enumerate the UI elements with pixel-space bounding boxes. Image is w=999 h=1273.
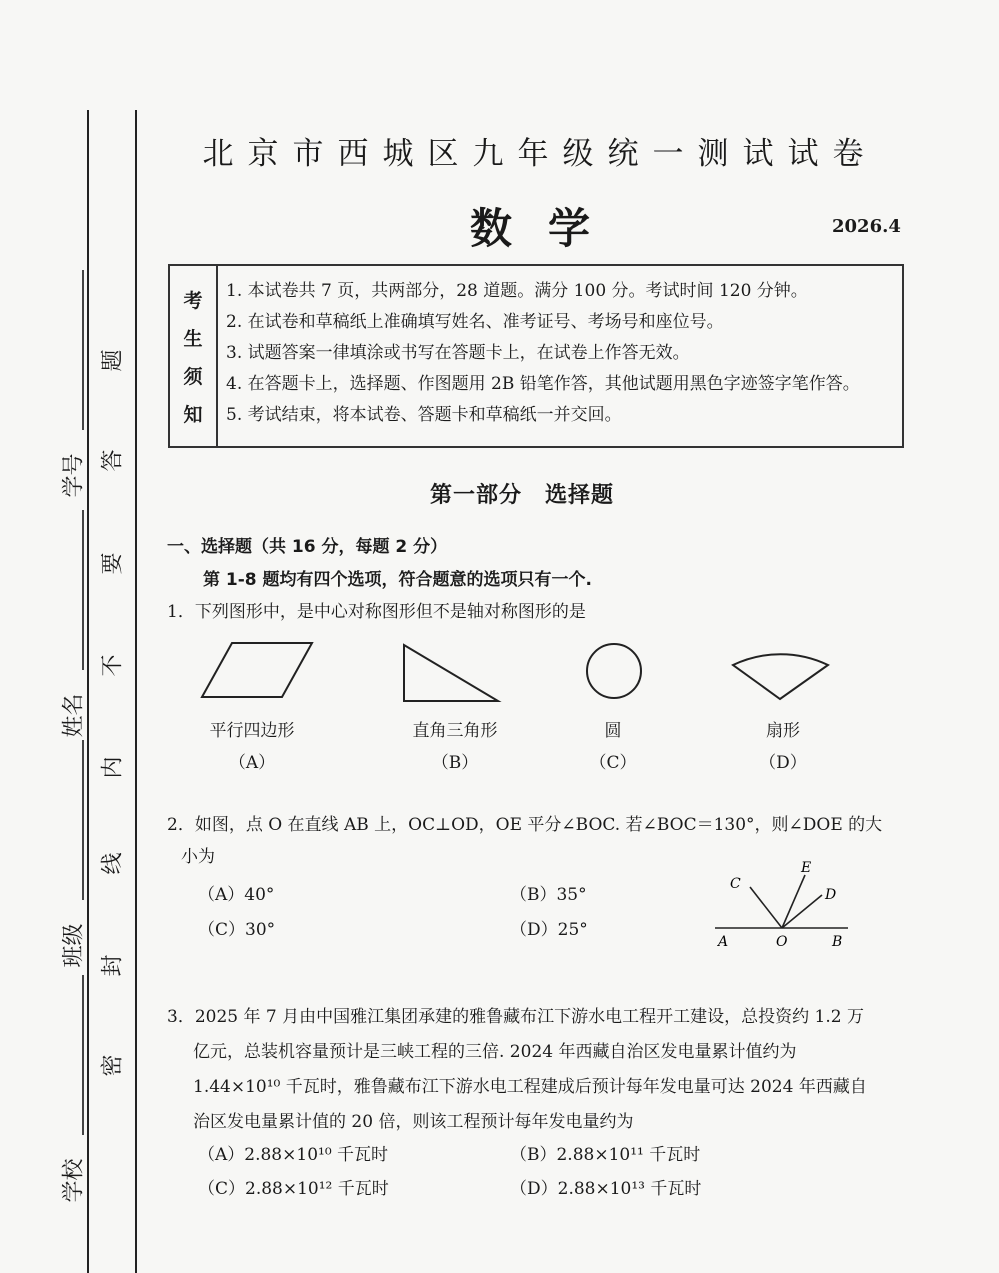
label-e: E: [801, 860, 812, 876]
q3-option-d: （D）2.88×10¹³ 千瓦时: [510, 1179, 702, 1199]
notice-heading: [170, 266, 218, 446]
parallelogram-figure: [202, 643, 312, 697]
q2-option-d: （D）25°: [510, 920, 588, 940]
class-label: 班级: [61, 923, 87, 968]
ray-oe: [782, 875, 805, 928]
q1-option-b-name: 直角三角形: [412, 721, 498, 741]
notice-item: 3. 试题答案一律填涂或书写在答题卡上，在试卷上作答无效。: [226, 343, 690, 363]
fill-line-3: [82, 740, 84, 900]
circle-figure: [587, 644, 641, 698]
fill-line-2: [82, 510, 84, 670]
q3-line: 治区发电量累计值的 20 倍，则该工程预计每年发电量约为: [193, 1112, 634, 1132]
ray-od: [782, 895, 822, 928]
seal-char-5: 内: [100, 756, 126, 779]
label-d: D: [825, 887, 837, 903]
notice-list: [226, 276, 860, 431]
notice-item: 1. 本试卷共 7 页，共两部分，28 道题。满分 100 分。考试时间 120 分钟。: [226, 281, 808, 301]
label-b: B: [832, 934, 843, 950]
notice-box: [168, 264, 904, 448]
binding-line-outer: [87, 110, 89, 1273]
q1-option-d-letter: （D）: [759, 753, 807, 773]
q3-option-b: （B）2.88×10¹¹ 千瓦时: [510, 1145, 701, 1165]
notice-heading-char: 须: [183, 366, 203, 388]
part-title: 第一部分 选择题: [430, 483, 615, 508]
q2-option-b: （B）35°: [510, 885, 587, 905]
seal-char-3: 要: [100, 552, 126, 575]
q2-stem-line2: 小为: [181, 847, 215, 867]
q2-option-c: （C）30°: [198, 920, 276, 940]
subject-title: 数学: [470, 204, 627, 253]
fill-line-1: [82, 270, 84, 430]
seal-char-4: 不: [100, 654, 126, 677]
student-id-label: 学号: [61, 453, 87, 498]
right-triangle-figure: [404, 645, 498, 701]
q1-option-c-letter: （C）: [589, 753, 637, 773]
q3-stem: [167, 1000, 907, 1140]
q2-figure: [710, 855, 860, 955]
notice-item: 5. 考试结束，将本试卷、答题卡和草稿纸一并交回。: [226, 405, 622, 425]
binding-line-inner: [135, 110, 137, 1273]
exam-date: 2026.4: [832, 216, 901, 237]
q1-option-b-letter: （B）: [431, 753, 479, 773]
ray-oc: [750, 887, 782, 928]
seal-char-1: 题: [100, 349, 126, 372]
q1-figures: [190, 635, 870, 715]
exam-title: 北京市西城区九年级统一测试试卷: [202, 136, 878, 172]
section-heading: 一、选择题（共 16 分，每题 2 分）: [167, 537, 448, 557]
school-label: 学校: [61, 1158, 87, 1203]
q1-stem: 1．下列图形中，是中心对称图形但不是轴对称图形的是: [167, 602, 586, 622]
name-label: 姓名: [61, 693, 87, 738]
label-c: C: [730, 876, 741, 892]
notice-heading-char: 考: [183, 290, 203, 312]
q1-option-a-letter: （A）: [228, 753, 276, 773]
label-o: O: [776, 934, 788, 950]
q3-line: 3．2025 年 7 月由中国雅江集团承建的雅鲁藏布江下游水电工程开工建设，总投资约 1.2 万: [167, 1007, 864, 1027]
q2-option-a: （A）40°: [198, 885, 275, 905]
notice-heading-char: 知: [183, 404, 203, 426]
notice-item: 2. 在试卷和草稿纸上准确填写姓名、准考证号、考场号和座位号。: [226, 312, 724, 332]
seal-char-8: 密: [100, 1054, 126, 1077]
sector-figure: [733, 654, 828, 699]
seal-char-2: 答: [100, 449, 126, 472]
section-instruction: 第 1-8 题均有四个选项，符合题意的选项只有一个.: [203, 570, 593, 590]
q3-option-a: （A）2.88×10¹⁰ 千瓦时: [198, 1145, 389, 1165]
fill-line-4: [82, 975, 84, 1135]
notice-item: 4. 在答题卡上，选择题、作图题用 2B 铅笔作答，其他试题用黑色字迹签字笔作答。: [226, 374, 860, 394]
seal-char-6: 线: [100, 852, 126, 875]
label-a: A: [718, 934, 729, 950]
notice-heading-char: 生: [183, 328, 203, 350]
q2-stem-line1: 2．如图，点 O 在直线 AB 上，OC⊥OD，OE 平分∠BOC. 若∠BOC＝130°，则∠DOE 的大: [167, 815, 883, 835]
q3-option-c: （C）2.88×10¹² 千瓦时: [198, 1179, 389, 1199]
q3-line: 1.44×10¹⁰ 千瓦时，雅鲁藏布江下游水电工程建成后预计每年发电量可达 2024 年西藏自: [193, 1077, 867, 1097]
seal-char-7: 封: [100, 954, 126, 977]
q1-option-a-name: 平行四边形: [209, 721, 295, 741]
q1-option-d-name: 扇形: [766, 721, 800, 741]
q3-line: 亿元，总装机容量预计是三峡工程的三倍. 2024 年西藏自治区发电量累计值约为: [193, 1042, 797, 1062]
q1-option-c-name: 圆: [604, 721, 622, 741]
